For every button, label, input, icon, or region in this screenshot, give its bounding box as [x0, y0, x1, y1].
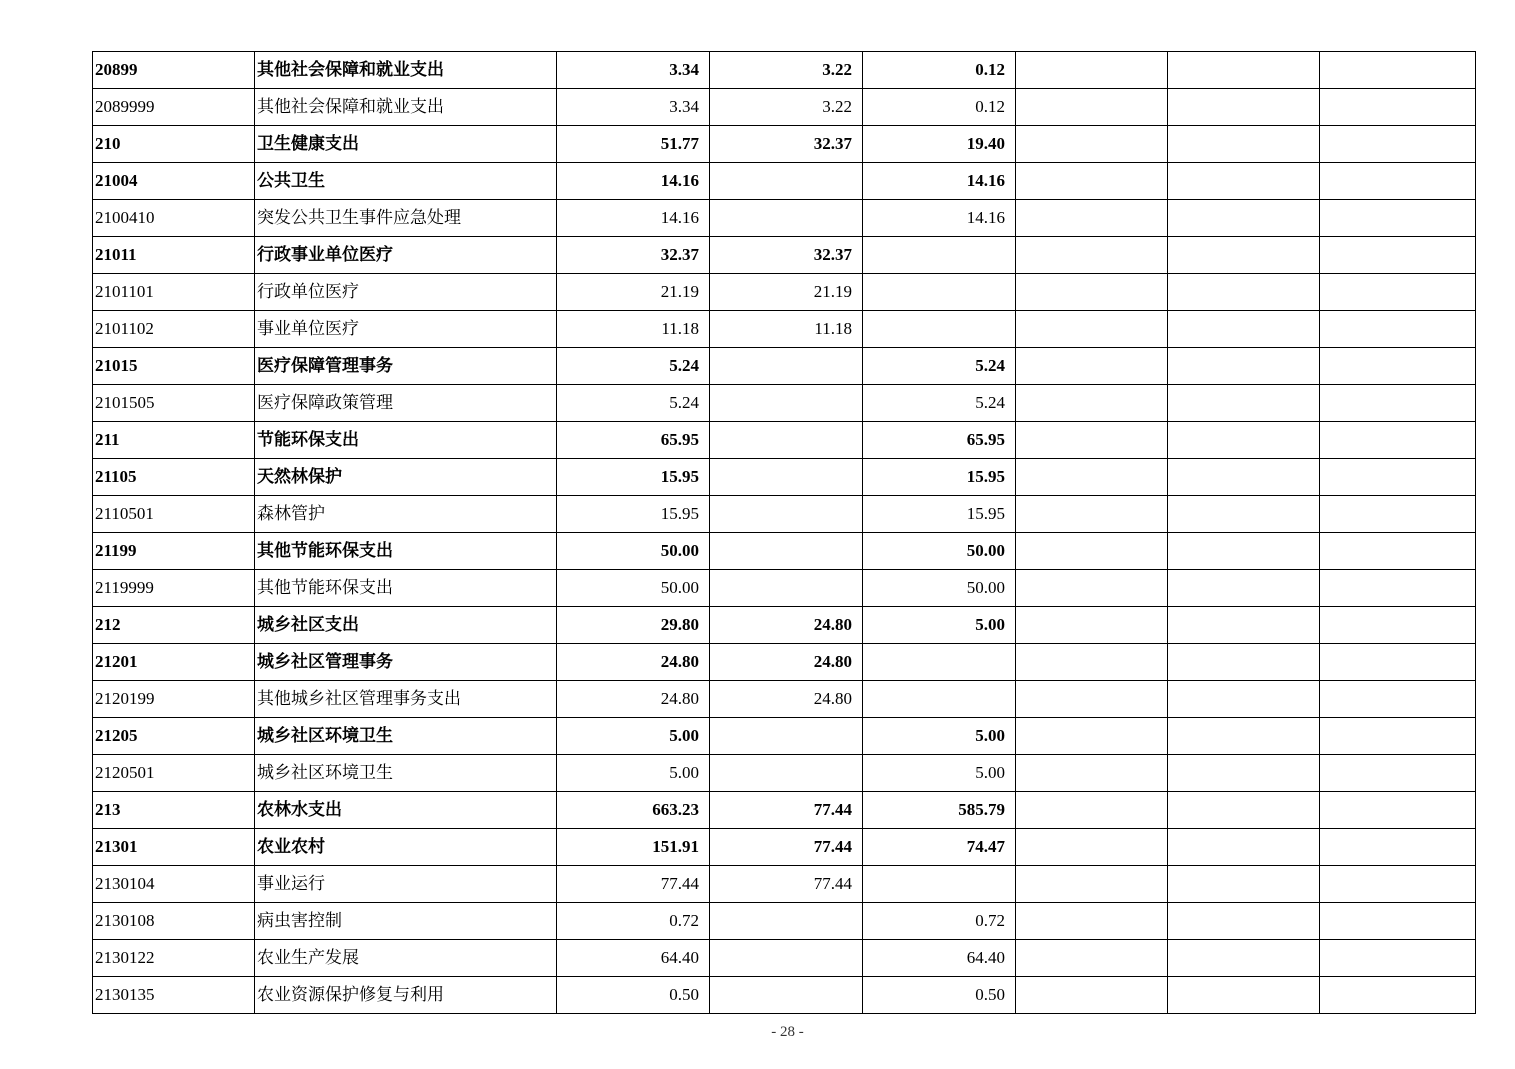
basic-expense-cell: 32.37 [710, 126, 863, 163]
table-row [93, 755, 1476, 792]
basic-expense-cell [710, 940, 863, 977]
project-expense-cell [863, 866, 1016, 903]
total-cell: 24.80 [557, 681, 710, 718]
empty-cell [1320, 311, 1476, 348]
code-cell: 2120501 [93, 755, 255, 792]
basic-expense-cell: 24.80 [710, 607, 863, 644]
empty-cell [1168, 570, 1320, 607]
code-cell: 2101505 [93, 385, 255, 422]
total-cell: 50.00 [557, 533, 710, 570]
empty-cell [1320, 792, 1476, 829]
project-expense-cell: 50.00 [863, 570, 1016, 607]
code-cell: 2110501 [93, 496, 255, 533]
empty-cell [1320, 348, 1476, 385]
basic-expense-cell: 24.80 [710, 644, 863, 681]
empty-cell [1016, 755, 1168, 792]
code-cell: 21301 [93, 829, 255, 866]
total-cell: 21.19 [557, 274, 710, 311]
table-row [93, 866, 1476, 903]
basic-expense-cell [710, 422, 863, 459]
empty-cell [1320, 681, 1476, 718]
basic-expense-cell [710, 718, 863, 755]
name-cell: 其他城乡社区管理事务支出 [255, 681, 557, 718]
name-cell: 城乡社区环境卫生 [255, 755, 557, 792]
empty-cell [1016, 533, 1168, 570]
empty-cell [1016, 311, 1168, 348]
project-expense-cell [863, 274, 1016, 311]
total-cell: 15.95 [557, 459, 710, 496]
empty-cell [1168, 126, 1320, 163]
basic-expense-cell [710, 977, 863, 1014]
code-cell: 21015 [93, 348, 255, 385]
table-row [93, 681, 1476, 718]
basic-expense-cell [710, 163, 863, 200]
code-cell: 21004 [93, 163, 255, 200]
empty-cell [1320, 52, 1476, 89]
total-cell: 24.80 [557, 644, 710, 681]
empty-cell [1320, 496, 1476, 533]
empty-cell [1168, 977, 1320, 1014]
empty-cell [1016, 422, 1168, 459]
empty-cell [1016, 607, 1168, 644]
table-row [93, 52, 1476, 89]
page-number: - 28 - [771, 1024, 804, 1040]
basic-expense-cell: 24.80 [710, 681, 863, 718]
empty-cell [1016, 89, 1168, 126]
code-cell: 2130135 [93, 977, 255, 1014]
empty-cell [1016, 237, 1168, 274]
name-cell: 突发公共卫生事件应急处理 [255, 200, 557, 237]
empty-cell [1016, 274, 1168, 311]
empty-cell [1320, 89, 1476, 126]
code-cell: 212 [93, 607, 255, 644]
name-cell: 其他社会保障和就业支出 [255, 89, 557, 126]
total-cell: 14.16 [557, 200, 710, 237]
table-row [93, 792, 1476, 829]
empty-cell [1016, 644, 1168, 681]
project-expense-cell [863, 311, 1016, 348]
table-row [93, 89, 1476, 126]
name-cell: 医疗保障政策管理 [255, 385, 557, 422]
empty-cell [1320, 607, 1476, 644]
empty-cell [1320, 200, 1476, 237]
project-expense-cell: 0.12 [863, 89, 1016, 126]
empty-cell [1320, 903, 1476, 940]
empty-cell [1016, 348, 1168, 385]
total-cell: 50.00 [557, 570, 710, 607]
total-cell: 0.72 [557, 903, 710, 940]
empty-cell [1016, 940, 1168, 977]
empty-cell [1016, 829, 1168, 866]
basic-expense-cell: 11.18 [710, 311, 863, 348]
empty-cell [1320, 533, 1476, 570]
project-expense-cell: 5.24 [863, 385, 1016, 422]
code-cell: 21201 [93, 644, 255, 681]
code-cell: 20899 [93, 52, 255, 89]
basic-expense-cell: 3.22 [710, 52, 863, 89]
project-expense-cell [863, 644, 1016, 681]
empty-cell [1320, 385, 1476, 422]
total-cell: 151.91 [557, 829, 710, 866]
empty-cell [1016, 52, 1168, 89]
empty-cell [1320, 829, 1476, 866]
name-cell: 城乡社区管理事务 [255, 644, 557, 681]
name-cell: 卫生健康支出 [255, 126, 557, 163]
empty-cell [1168, 755, 1320, 792]
total-cell: 15.95 [557, 496, 710, 533]
empty-cell [1016, 459, 1168, 496]
name-cell: 病虫害控制 [255, 903, 557, 940]
name-cell: 城乡社区支出 [255, 607, 557, 644]
table-row [93, 237, 1476, 274]
code-cell: 21011 [93, 237, 255, 274]
table-body [93, 52, 1476, 1014]
basic-expense-cell [710, 200, 863, 237]
basic-expense-cell: 77.44 [710, 866, 863, 903]
table-row [93, 533, 1476, 570]
total-cell: 5.24 [557, 348, 710, 385]
project-expense-cell: 65.95 [863, 422, 1016, 459]
code-cell: 21205 [93, 718, 255, 755]
code-cell: 2120199 [93, 681, 255, 718]
total-cell: 32.37 [557, 237, 710, 274]
empty-cell [1168, 533, 1320, 570]
empty-cell [1168, 385, 1320, 422]
empty-cell [1168, 311, 1320, 348]
empty-cell [1320, 274, 1476, 311]
empty-cell [1016, 792, 1168, 829]
name-cell: 天然林保护 [255, 459, 557, 496]
empty-cell [1168, 422, 1320, 459]
empty-cell [1168, 274, 1320, 311]
total-cell: 64.40 [557, 940, 710, 977]
table-row [93, 496, 1476, 533]
name-cell: 农业资源保护修复与利用 [255, 977, 557, 1014]
total-cell: 0.50 [557, 977, 710, 1014]
project-expense-cell: 0.50 [863, 977, 1016, 1014]
total-cell: 5.24 [557, 385, 710, 422]
project-expense-cell: 0.12 [863, 52, 1016, 89]
empty-cell [1320, 718, 1476, 755]
empty-cell [1168, 496, 1320, 533]
project-expense-cell: 0.72 [863, 903, 1016, 940]
table-row [93, 311, 1476, 348]
table-row [93, 977, 1476, 1014]
empty-cell [1320, 977, 1476, 1014]
project-expense-cell [863, 681, 1016, 718]
empty-cell [1168, 89, 1320, 126]
project-expense-cell: 50.00 [863, 533, 1016, 570]
table-row [93, 274, 1476, 311]
code-cell: 211 [93, 422, 255, 459]
code-cell: 2130108 [93, 903, 255, 940]
code-cell: 2130122 [93, 940, 255, 977]
empty-cell [1320, 644, 1476, 681]
empty-cell [1320, 163, 1476, 200]
empty-cell [1016, 977, 1168, 1014]
empty-cell [1016, 681, 1168, 718]
name-cell: 事业单位医疗 [255, 311, 557, 348]
name-cell: 其他节能环保支出 [255, 533, 557, 570]
basic-expense-cell: 77.44 [710, 792, 863, 829]
empty-cell [1168, 681, 1320, 718]
project-expense-cell: 5.00 [863, 755, 1016, 792]
basic-expense-cell [710, 459, 863, 496]
total-cell: 29.80 [557, 607, 710, 644]
basic-expense-cell: 32.37 [710, 237, 863, 274]
table-row [93, 200, 1476, 237]
name-cell: 公共卫生 [255, 163, 557, 200]
basic-expense-cell [710, 533, 863, 570]
code-cell: 2101102 [93, 311, 255, 348]
code-cell: 2101101 [93, 274, 255, 311]
table-row [93, 940, 1476, 977]
empty-cell [1168, 52, 1320, 89]
name-cell: 医疗保障管理事务 [255, 348, 557, 385]
total-cell: 77.44 [557, 866, 710, 903]
empty-cell [1168, 940, 1320, 977]
total-cell: 11.18 [557, 311, 710, 348]
table-row [93, 459, 1476, 496]
total-cell: 3.34 [557, 89, 710, 126]
empty-cell [1016, 163, 1168, 200]
project-expense-cell: 74.47 [863, 829, 1016, 866]
total-cell: 663.23 [557, 792, 710, 829]
project-expense-cell: 19.40 [863, 126, 1016, 163]
empty-cell [1168, 459, 1320, 496]
basic-expense-cell: 21.19 [710, 274, 863, 311]
basic-expense-cell [710, 385, 863, 422]
empty-cell [1168, 866, 1320, 903]
empty-cell [1320, 940, 1476, 977]
empty-cell [1016, 866, 1168, 903]
code-cell: 2130104 [93, 866, 255, 903]
project-expense-cell: 585.79 [863, 792, 1016, 829]
project-expense-cell: 14.16 [863, 200, 1016, 237]
project-expense-cell: 64.40 [863, 940, 1016, 977]
table-row [93, 126, 1476, 163]
table-row [93, 163, 1476, 200]
project-expense-cell [863, 237, 1016, 274]
empty-cell [1168, 607, 1320, 644]
name-cell: 其他节能环保支出 [255, 570, 557, 607]
name-cell: 行政单位医疗 [255, 274, 557, 311]
table-row [93, 903, 1476, 940]
basic-expense-cell [710, 496, 863, 533]
empty-cell [1168, 903, 1320, 940]
basic-expense-cell [710, 903, 863, 940]
project-expense-cell: 5.00 [863, 607, 1016, 644]
empty-cell [1016, 126, 1168, 163]
table-row [93, 644, 1476, 681]
empty-cell [1320, 126, 1476, 163]
basic-expense-cell: 77.44 [710, 829, 863, 866]
table-row [93, 422, 1476, 459]
name-cell: 行政事业单位医疗 [255, 237, 557, 274]
total-cell: 51.77 [557, 126, 710, 163]
table-row [93, 718, 1476, 755]
total-cell: 65.95 [557, 422, 710, 459]
project-expense-cell: 15.95 [863, 459, 1016, 496]
total-cell: 14.16 [557, 163, 710, 200]
table-row [93, 570, 1476, 607]
name-cell: 节能环保支出 [255, 422, 557, 459]
empty-cell [1016, 718, 1168, 755]
empty-cell [1168, 237, 1320, 274]
name-cell: 事业运行 [255, 866, 557, 903]
empty-cell [1168, 163, 1320, 200]
empty-cell [1016, 903, 1168, 940]
basic-expense-cell: 3.22 [710, 89, 863, 126]
empty-cell [1168, 792, 1320, 829]
empty-cell [1320, 755, 1476, 792]
basic-expense-cell [710, 570, 863, 607]
budget-table [92, 51, 1476, 1014]
empty-cell [1016, 385, 1168, 422]
code-cell: 21105 [93, 459, 255, 496]
name-cell: 农林水支出 [255, 792, 557, 829]
name-cell: 其他社会保障和就业支出 [255, 52, 557, 89]
empty-cell [1016, 570, 1168, 607]
empty-cell [1320, 237, 1476, 274]
total-cell: 3.34 [557, 52, 710, 89]
total-cell: 5.00 [557, 718, 710, 755]
empty-cell [1016, 496, 1168, 533]
name-cell: 森林管护 [255, 496, 557, 533]
code-cell: 213 [93, 792, 255, 829]
name-cell: 农业农村 [255, 829, 557, 866]
table-row [93, 385, 1476, 422]
empty-cell [1320, 866, 1476, 903]
basic-expense-cell [710, 348, 863, 385]
code-cell: 21199 [93, 533, 255, 570]
empty-cell [1320, 422, 1476, 459]
empty-cell [1320, 459, 1476, 496]
code-cell: 2119999 [93, 570, 255, 607]
empty-cell [1168, 348, 1320, 385]
table-row [93, 607, 1476, 644]
code-cell: 2089999 [93, 89, 255, 126]
empty-cell [1168, 200, 1320, 237]
total-cell: 5.00 [557, 755, 710, 792]
project-expense-cell: 5.00 [863, 718, 1016, 755]
empty-cell [1168, 718, 1320, 755]
project-expense-cell: 5.24 [863, 348, 1016, 385]
code-cell: 210 [93, 126, 255, 163]
empty-cell [1320, 570, 1476, 607]
project-expense-cell: 15.95 [863, 496, 1016, 533]
name-cell: 城乡社区环境卫生 [255, 718, 557, 755]
table-row [93, 348, 1476, 385]
empty-cell [1168, 644, 1320, 681]
code-cell: 2100410 [93, 200, 255, 237]
empty-cell [1016, 200, 1168, 237]
empty-cell [1168, 829, 1320, 866]
name-cell: 农业生产发展 [255, 940, 557, 977]
project-expense-cell: 14.16 [863, 163, 1016, 200]
table-row [93, 829, 1476, 866]
basic-expense-cell [710, 755, 863, 792]
